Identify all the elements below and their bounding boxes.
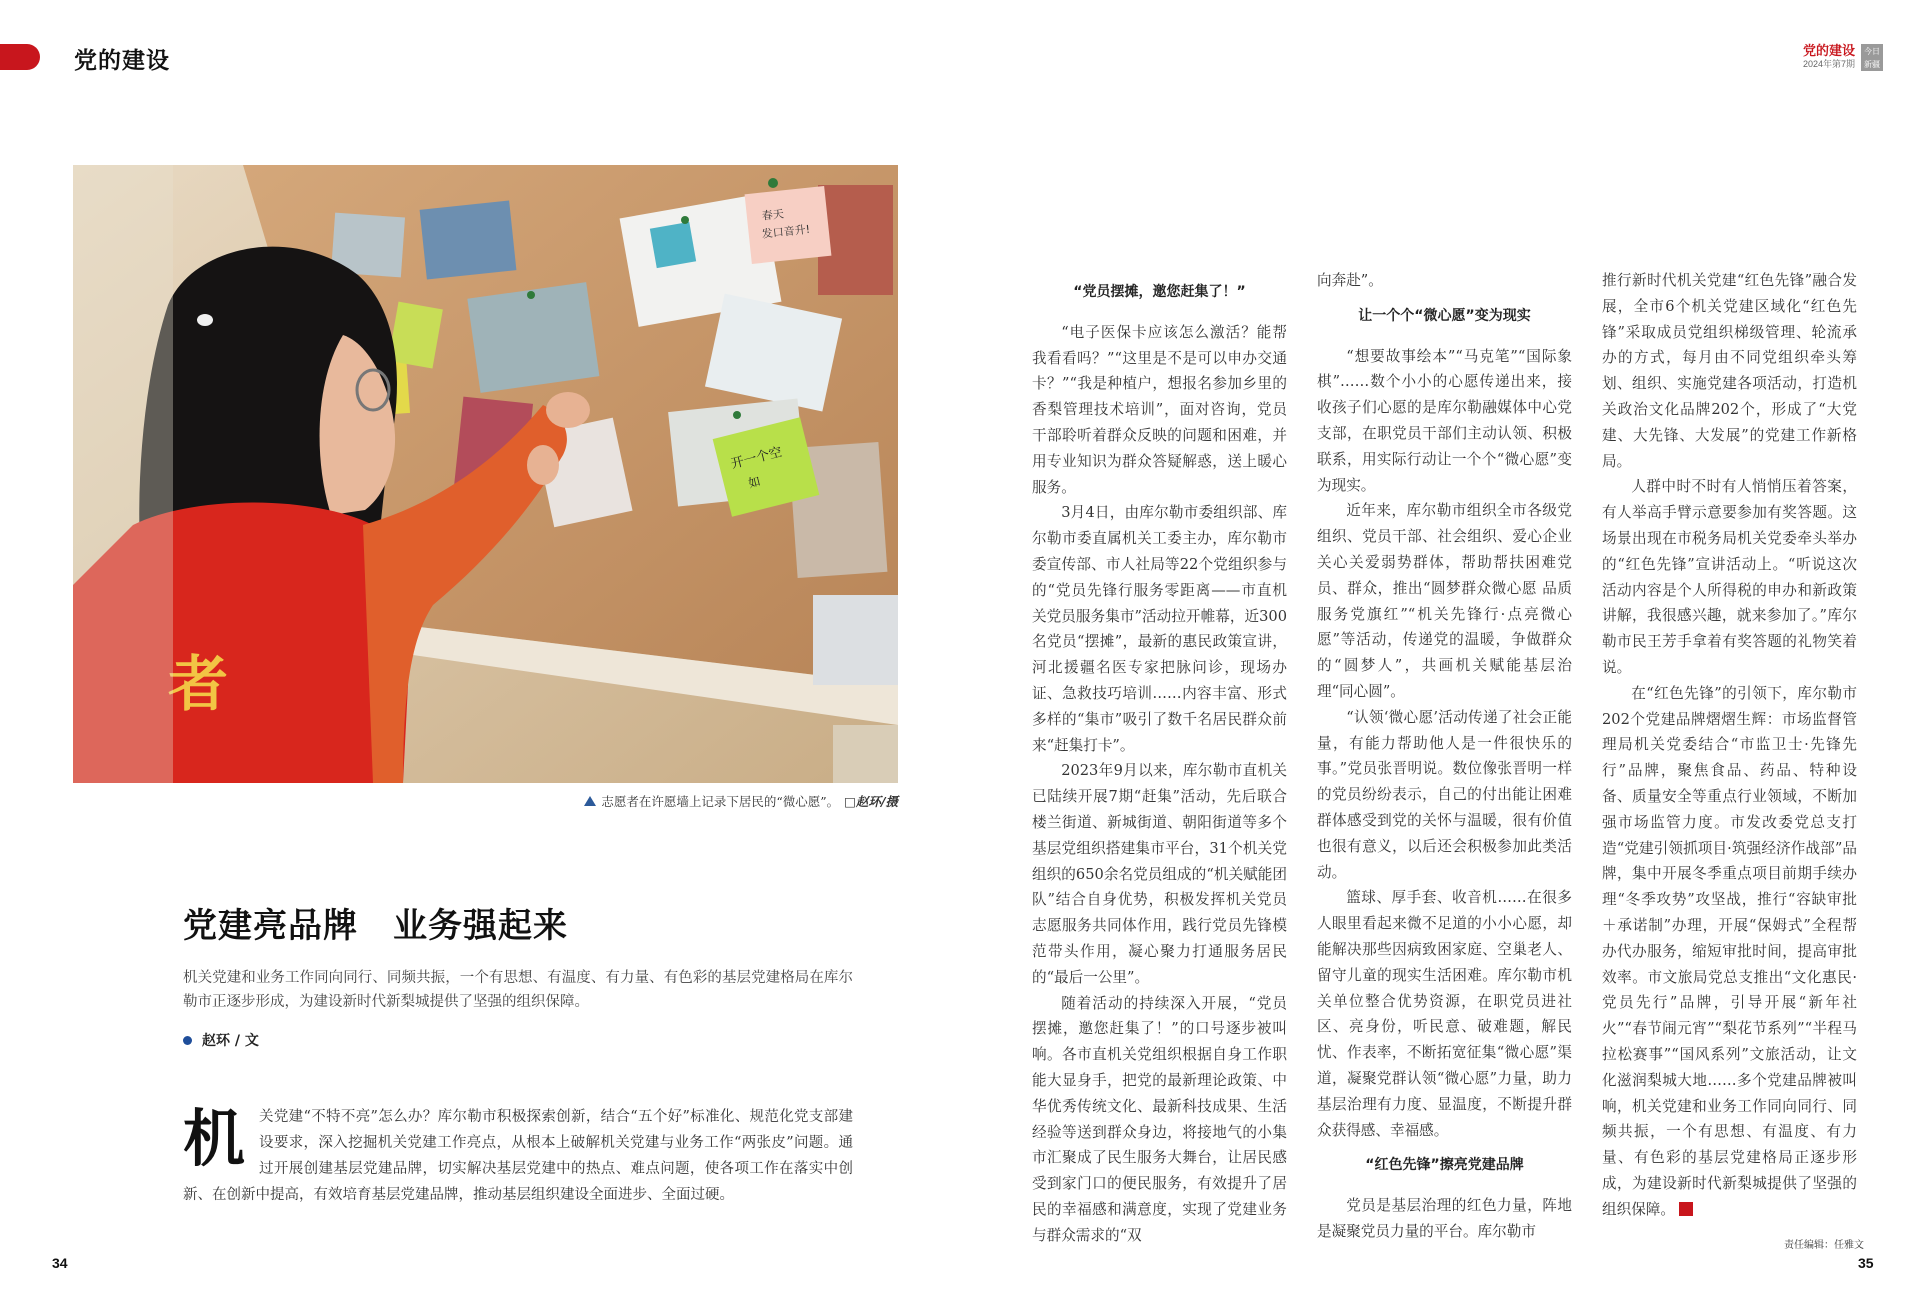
body-paragraph: 2023年9月以来，库尔勒市直机关已陆续开展7期“赶集”活动，先后联合楼兰街道、新城街道、朝阳街道等多个基层党组织搭建集市平台，31个机关党组织的650余名党员组成的“机关赋能团队”结合自身优势，积极发挥机关党员志愿服务共同体作用，践行党员先锋模范带头作用，凝心聚力打通服务居民的“最后一公里”。 <box>1032 762 1287 986</box>
green-note-text: 开一个空 <box>729 444 784 473</box>
svg-text:发口音升!: 发口音升! <box>761 222 811 241</box>
section-tab-marker <box>0 44 40 70</box>
article-headline: 党建亮品牌 业务强起来 <box>183 906 568 946</box>
byline-author: 赵环 / 文 <box>202 1033 259 1049</box>
caption-text: 志愿者在许愿墙上记录下居民的“微心愿”。 <box>601 794 840 809</box>
body-column-3 <box>1602 268 1857 1258</box>
masthead-text <box>1803 44 1855 69</box>
vest-lettering: 者 <box>168 650 228 720</box>
lead-paragraph <box>183 1104 853 1208</box>
body-paragraph: 推行新时代机关党建“红色先锋”融合发展，全市6个机关党建区域化“红色先锋”采取成员党组织梯级管理、轮流承办的方式，每月由不同党组织牵头筹划、组织、实施党建各项活动，打造机关政治文化品牌202个，形成了“大党建、大先锋、大发展”的党建工作新格局。 <box>1602 272 1857 470</box>
body-paragraph: “想要故事绘本”“马克笔”“国际象棋”……数个小小的心愿传递出来，接收孩子们心愿的是库尔勒融媒体中心党支部，在职党员干部们主动认领、积极联系，用实际行动让一个个“微心愿”变为现实。 <box>1317 347 1572 494</box>
issue-number: 2024年第7期 <box>1802 59 1855 69</box>
body-paragraph: 人群中时不时有人悄悄压着答案，有人举高手臂示意要参加有奖答题。这场景出现在市税务局机关党委牵头举办的“红色先锋”宣讲活动上。“听说这次活动内容是个人所得税的申办和新政策讲解，我很感兴趣，就来参加了。”库尔勒市民王芳手拿着有奖答题的礼物笑着说。 <box>1602 478 1857 676</box>
publisher-badge: 今日 新疆 <box>1861 44 1883 71</box>
body-paragraph: 向奔赴”。 <box>1317 272 1383 289</box>
feature-photo <box>73 165 898 783</box>
photo-caption <box>584 792 898 810</box>
subheading-micro-wish: 让一个个“微心愿”变为现实 <box>1358 307 1531 324</box>
body-paragraph: 近年来，库尔勒市组织全市各级党组织、党员干部、社会组织、爱心企业关心关爱弱势群体，帮助帮扶困难党员、群众，推出“圆梦群众微心愿 品质服务党旗红”“机关先锋行·点亮微心愿”等活动，传递党的温暖，争做群众的“圆梦人”，共画机关赋能基层治理“同心圆”。 <box>1317 502 1572 700</box>
pink-note-text: 春天 <box>761 207 785 223</box>
end-mark-icon <box>1679 1202 1693 1216</box>
body-paragraph: “电子医保卡应该怎么激活？能帮我看看吗？”“这里是不是可以申办交通卡？”“我是种植户，想报名参加乡里的香梨管理技术培训”，面对咨询，党员干部聆听着群众反映的问题和困难，并用专业知识为群众答疑解惑，送上暖心服务。 <box>1032 323 1287 496</box>
body-paragraph: 随着活动的持续深入开展，“党员摆摊，邀您赶集了！”的口号逐步被叫响。各市直机关党组织根据自身工作职能大显身手，把党的最新理论政策、中华优秀传统文化、最新科技成果、生活经验等送到群众身边，将接地气的小集市汇聚成了民生服务大舞台，让居民感受到家门口的便民服务，有效提升了居民的幸福感和满意度，实现了党建业务与群众需求的“双 <box>1032 994 1287 1244</box>
body-paragraph: 3月4日，由库尔勒市委组织部、库尔勒市委直属机关工委主办，库尔勒市委宣传部、市人社局等22个党组织参与的“党员先锋行服务零距离——市直机关党员服务集市”活动拉开帷幕，近300名党员“摆摊”，最新的惠民政策宣讲，河北援疆名医专家把脉问诊，现场办证、急救技巧培训……内容丰富、形式多样的“集市”吸引了数千名居民群众前来“赶集打卡”。 <box>1032 504 1287 754</box>
caption-triangle-icon <box>584 796 596 806</box>
photo-credit: □赵环/摄 <box>844 794 898 809</box>
magazine-name: 党的建设 <box>1802 43 1855 58</box>
body-paragraph: “认领‘微心愿’活动传递了社会正能量，有能力帮助他人是一件很快乐的事。”党员张晋明说。数位像张晋明一样的党员纷纷表示，自己的付出能让困难群体感受到党的关怀与温暖，很有价值也很有意义，以后还会积极参加此类活动。 <box>1317 708 1572 881</box>
masthead <box>1803 44 1883 72</box>
svg-text:如: 如 <box>746 474 762 491</box>
page-number-left: 34 <box>52 1255 68 1271</box>
body-paragraph: 篮球、厚手套、收音机……在很多人眼里看起来微不足道的小小心愿，却能解决那些因病致困家庭、空巢老人、留守儿童的现实生活困难。库尔勒市机关单位整合优势资源，在职党员进社区、亮身份，听民意、破难题，解民忧、作表率，不断拓宽征集“微心愿”渠道，凝聚党群认领“微心愿”力量，助力基层治理有力度、显温度，不断提升群众获得感、幸福感。 <box>1317 889 1572 1139</box>
subheading-party-market: “党员摆摊，邀您赶集了！” <box>1073 284 1246 300</box>
final-paragraph-text: 在“红色先锋”的引领下，库尔勒市202个党建品牌熠熠生辉：市场监督管理局机关党委结合“市监卫士·先锋先行”品牌，聚焦食品、药品、特种设备、质量安全等重点行业领域，不断加强市场监管力度。市发改委党总支打造“党建引领抓项目·筑强经济作战部”品牌，集中开展冬季重点项目前期手续办理“冬季攻势”攻坚战，推行“容缺审批＋承诺制”办理，开展“保姆式”全程帮办代办服务，缩短审批时间，提高审批效率。市文旅局党总支推出“文化惠民·党员先行”品牌，引导开展“新年社火”“春节闹元宵”“梨花节系列”“半程马拉松赛事”“国风系列”文旅活动，让文化滋润梨城大地……多个党建品牌被叫响，机关党建和业务工作同向同行、同频共振，一个有思想、有温度、有力量、有色彩的基层党建格局正逐步形成，为建设新时代新梨城提供了坚强的组织保障。 <box>1602 684 1857 1218</box>
section-title: 党的建设 <box>74 47 170 74</box>
byline-dot-icon <box>183 1036 192 1045</box>
body-paragraph: 党员是基层治理的红色力量，阵地是凝聚党员力量的平台。库尔勒市 <box>1317 1197 1572 1240</box>
drop-cap: 机 <box>183 1102 246 1175</box>
byline <box>183 1030 259 1050</box>
body-column-1 <box>1032 268 1287 1258</box>
body-column-2 <box>1317 268 1572 1258</box>
subheading-red-vanguard: “红色先锋”擦亮党建品牌 <box>1365 1157 1524 1174</box>
editor-credit: 责任编辑：任雅文 <box>1784 1240 1864 1251</box>
page-number-right: 35 <box>1858 1255 1874 1271</box>
photo-illustration <box>73 165 898 783</box>
article-deck: 机关党建和业务工作同向同行、同频共振，一个有思想、有温度、有力量、有色彩的基层党建格局在库尔勒市正逐步形成，为建设新时代新梨城提供了坚强的组织保障。 <box>183 970 853 1010</box>
lead-text: 关党建“不特不亮”怎么办？库尔勒市积极探索创新，结合“五个好”标准化、规范化党支部建设要求，深入挖掘机关党建工作亮点，从根本上破解机关党建与业务工作“两张皮”问题。通过开展创建基层党建品牌，切实解决基层党建中的热点、难点问题，使各项工作在落实中创新、在创新中提高，有效培育基层党建品牌，推动基层组织建设全面进步、全面过硬。 <box>183 1109 853 1203</box>
body-paragraph-final <box>1602 681 1857 1223</box>
